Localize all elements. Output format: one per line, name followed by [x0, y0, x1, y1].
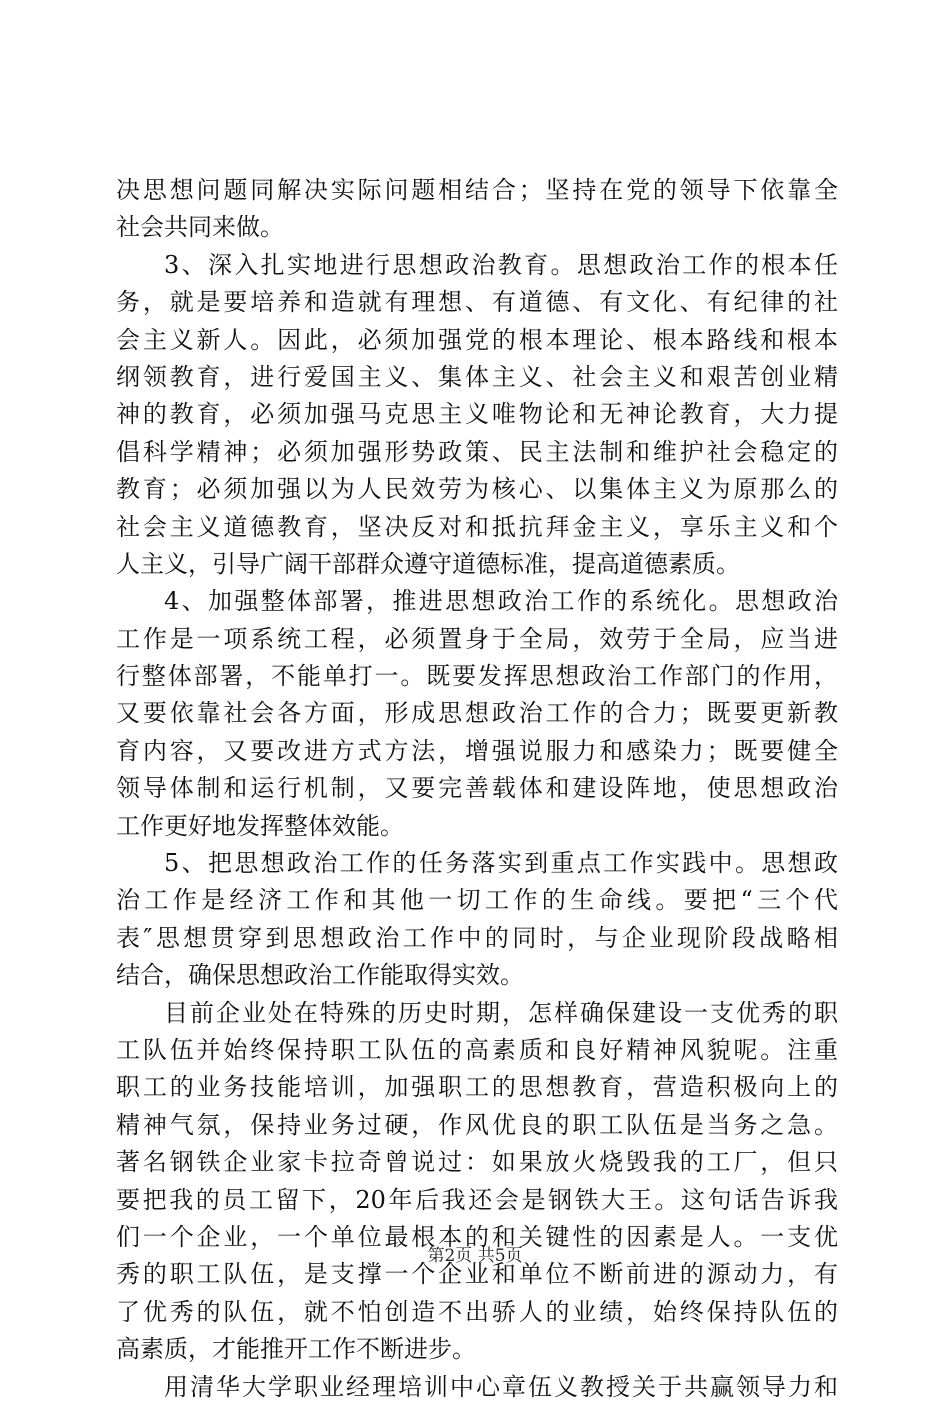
text-line: 4、加强整体部署，推进思想政治工作的系统化。思想政治 — [164, 587, 838, 616]
text-line: 结合，确保思想政治工作能取得实效。 — [116, 961, 524, 990]
text-line: 决思想问题同解决实际问题相结合；坚持在党的领导下依靠全 — [116, 176, 838, 204]
text-line: 了优秀的队伍，就不怕创造不出骄人的业绩，始终保持队伍的 — [116, 1297, 838, 1326]
text-line: 育内容，又要改进方式方法，增强说服力和感染力；既要健全 — [116, 736, 838, 765]
text-line: 教育；必须加强以为人民效劳为核心、以集体主义为原那么的 — [116, 475, 838, 504]
text-line: 秀的职工队伍，是支撑一个企业和单位不断前进的源动力，有 — [116, 1260, 838, 1289]
text-line: 著名钢铁企业家卡拉奇曾说过：如果放火烧毁我的工厂，但只 — [116, 1148, 838, 1177]
text-line: 要把我的员工留下，20年后我还会是钢铁大王。这句话告诉我 — [116, 1185, 838, 1214]
text-line: 表″思想贯穿到思想政治工作中的同时，与企业现阶段战略相 — [116, 923, 838, 952]
text-line: 精神气氛，保持业务过硬，作风优良的职工队伍是当务之急。 — [116, 1110, 838, 1139]
body-text — [116, 172, 838, 1406]
text-line: 纲领教育，进行爱国主义、集体主义、社会主义和艰苦创业精 — [116, 362, 838, 391]
text-line: 们一个企业，一个单位最根本的和关键性的因素是人。一支优 — [116, 1222, 838, 1251]
text-line: 工作更好地发挥整体效能。 — [116, 811, 404, 840]
text-line: 务，就是要培养和造就有理想、有道德、有文化、有纪律的社 — [116, 288, 838, 317]
text-line: 治工作是经济工作和其他一切工作的生命线。要把“三个代 — [116, 886, 838, 915]
text-line: 会主义新人。因此，必须加强党的根本理论、根本路线和根本 — [116, 325, 838, 354]
text-line: 工作是一项系统工程，必须置身于全局，效劳于全局，应当进 — [116, 624, 838, 653]
text-line: 高素质，才能推开工作不断进步。 — [116, 1335, 476, 1364]
text-line: 社会共同来做。 — [116, 213, 284, 242]
text-line: 用清华大学职业经理培训中心章伍义教授关于共赢领导力和 — [164, 1372, 838, 1401]
page-footer — [0, 1244, 950, 1268]
text-line: 倡科学精神；必须加强形势政策、民主法制和维护社会稳定的 — [116, 437, 838, 466]
text-line: 职工的业务技能培训，加强职工的思想教育，营造积极向上的 — [116, 1073, 838, 1102]
text-line: 工队伍并始终保持职工队伍的高素质和良好精神风貌呢。注重 — [116, 1035, 838, 1064]
text-line: 目前企业处在特殊的历史时期，怎样确保建设一支优秀的职 — [164, 998, 838, 1027]
page-number: 第2页 共5页 — [427, 1246, 523, 1266]
text-line: 又要依靠社会各方面，形成思想政治工作的合力；既要更新教 — [116, 699, 838, 728]
text-line: 5、把思想政治工作的任务落实到重点工作实践中。思想政 — [164, 849, 838, 878]
text-line: 行整体部署，不能单打一。既要发挥思想政治工作部门的作用， — [116, 662, 838, 691]
text-line: 3、深入扎实地进行思想政治教育。思想政治工作的根本任 — [164, 250, 838, 279]
text-line: 领导体制和运行机制，又要完善载体和建设阵地，使思想政治 — [116, 774, 838, 803]
text-line: 神的教育，必须加强马克思主义唯物论和无神论教育，大力提 — [116, 400, 838, 429]
text-line: 社会主义道德教育，坚决反对和抵抗拜金主义，享乐主义和个 — [116, 512, 838, 541]
text-line: 人主义，引导广阔干部群众遵守道德标准，提高道德素质。 — [116, 549, 740, 578]
